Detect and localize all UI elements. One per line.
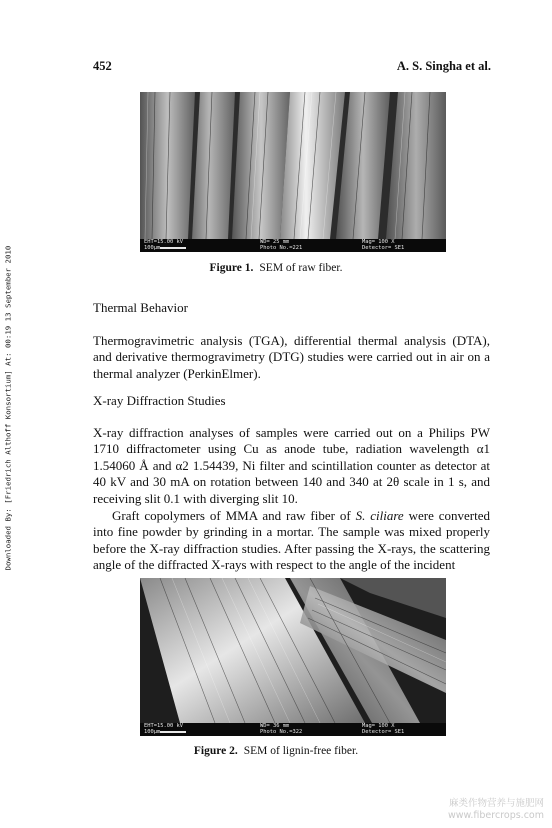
- figure1-sem-image: [140, 92, 446, 252]
- raw-fiber-texture: [140, 92, 446, 239]
- figure1-caption: [0, 262, 552, 274]
- download-stamp: Downloaded By: [Friedrich Althoff Konsortium] At: 00:19 13 September 2010: [3, 245, 13, 571]
- watermark-line2: www.fibercrops.com: [447, 810, 544, 821]
- figure2-sem-databar: EHT=15.00 kV 100µm WD= 36 mm Photo No.=322 Mag= 100 X Detector= SE1: [140, 723, 446, 736]
- figure2-caption: [0, 745, 552, 757]
- section-heading-xrd: X-ray Diffraction Studies: [93, 393, 226, 408]
- figure2-caption-text: SEM of lignin-free fiber.: [243, 745, 359, 757]
- page-number: 452: [93, 59, 112, 73]
- running-head-authors: A. S. Singha et al.: [396, 59, 491, 73]
- thermal-paragraph: Thermogravimetric analysis (TGA), differential thermal analysis (DTA), and derivative thermogravimetry (DTG) studies were carried out in air on a thermal analyzer (PerkinElmer).: [93, 333, 490, 381]
- section-heading-thermal: Thermal Behavior: [93, 300, 188, 315]
- site-watermark: [448, 798, 544, 822]
- figure1-label: Figure 1.: [209, 262, 254, 274]
- watermark-line1: 麻类作物营养与施肥网: [448, 798, 544, 809]
- figure2-sem-image: [140, 578, 446, 736]
- xrd-paragraph-1: X-ray diffraction analyses of samples were carried out on a Philips PW 1710 diffractometer using Cu as anode tube, radiation wavelength α1 1.54060 Å and α2 1.54439, Ni filter and scintillation counter as detector at 40 kV and 30 mA on rotation between 140 and 340 at 2θ scale in 1 s, and receiving slit 0.1 with diverging slit 10.: [93, 425, 490, 506]
- xrd-paragraph-2: Graft copolymers of MMA and raw fiber of S. ciliare were converted into fine powder by grinding in a mortar. The sample was mixed properly before the X-ray diffraction studies. After passing the X-rays, the scattering angle of the diffracted X-rays with respect to the angle of the incident: [93, 508, 491, 573]
- figure1-sem-databar: EHT=15.00 kV 100µm WD= 25 mm Photo No.=221 Mag= 100 X Detector= SE1: [140, 239, 446, 252]
- figure2-label: Figure 2.: [193, 745, 238, 757]
- lignin-free-fiber-texture: [140, 578, 446, 723]
- species-name: S. ciliare: [355, 508, 404, 523]
- figure1-caption-text: SEM of raw fiber.: [259, 262, 343, 274]
